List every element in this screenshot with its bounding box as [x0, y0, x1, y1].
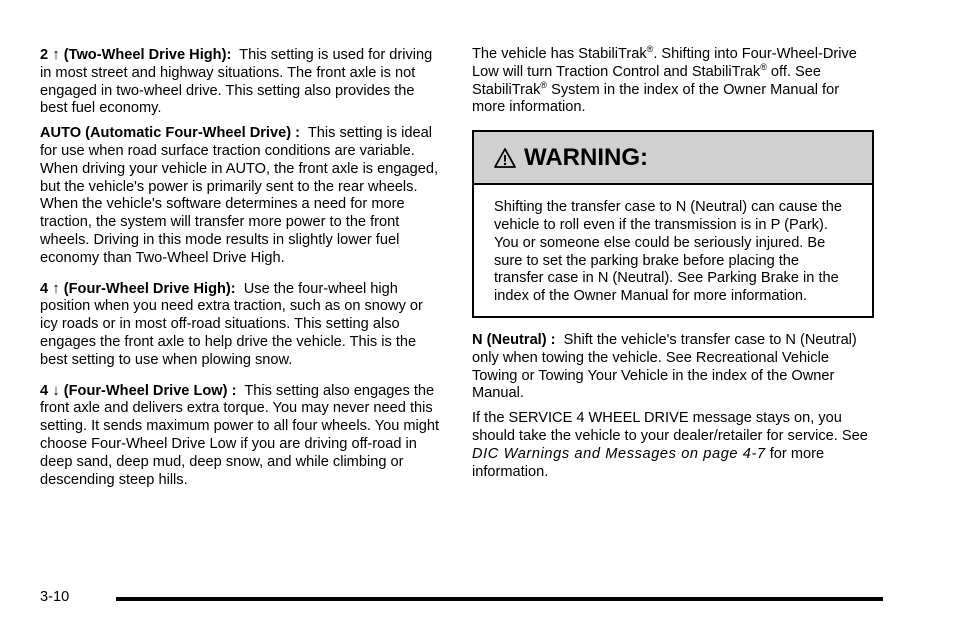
- intro-text-4: System in the index of the Owner Manual for more information.: [472, 81, 840, 116]
- service-tail: for more information.: [472, 445, 825, 480]
- mode-term: (Two-Wheel Drive High):: [63, 47, 232, 63]
- warning-box: [472, 130, 874, 318]
- mode-term: (Four-Wheel Drive High):: [63, 280, 236, 297]
- intro-text-3: off. See StabiliTrak: [472, 63, 821, 98]
- registered-mark: ®: [646, 44, 654, 55]
- service-text: If the SERVICE 4 WHEEL DRIVE message stays on, you should take the vehicle to your dealer/retailer for service. See: [472, 410, 868, 444]
- four-wheel-high-paragraph: [40, 280, 442, 370]
- arrow-up-icon: ↑: [52, 279, 60, 297]
- two-wheel-high-paragraph: [40, 46, 442, 118]
- page-number: 3-10: [40, 589, 70, 605]
- mode-prefix: 2: [40, 47, 49, 63]
- right-column: [472, 46, 874, 488]
- arrow-up-icon: ↑: [52, 46, 60, 63]
- mode-term: (Four-Wheel Drive Low) :: [63, 382, 237, 399]
- mode-description: This setting is used for driving in most street and highway situations. The front axle is not engaged in two-wheel drive. This setting also provides the best fuel economy.: [40, 47, 433, 117]
- mode-prefix: 4: [40, 280, 49, 297]
- left-column: [40, 46, 442, 496]
- registered-mark: ®: [760, 61, 767, 72]
- cross-reference: DIC Warnings and Messages on page 4-7: [472, 445, 766, 462]
- mode-description: This setting also engages the front axle and delivers extra torque. You may never need this setting. It sends maximum power to all four wheels. You might choose Four-Wheel Drive Low if you are driving off-road in deep sand, deep mud, deep snow, and while climbing or descending steep hills.: [40, 382, 440, 488]
- mode-prefix: 4: [40, 382, 49, 399]
- mode-term: AUTO (Automatic Four-Wheel Drive) :: [40, 125, 300, 142]
- mode-description: Shift the vehicle's transfer case to N (Neutral) only when towing the vehicle. See Recreational Vehicle Towing or Towing Your Vehicle in the index of the Owner Manual.: [472, 331, 857, 402]
- intro-text-2: . Shifting into Four-Wheel-Drive Low will turn Traction Control and StabiliTrak: [472, 46, 857, 80]
- warning-triangle-icon: [494, 147, 516, 169]
- intro-text-1: The vehicle has StabiliTrak: [472, 46, 647, 62]
- stabilitrak-paragraph: [472, 46, 874, 117]
- registered-mark: ®: [540, 79, 548, 90]
- mode-term: N (Neutral) :: [472, 331, 556, 348]
- arrow-down-icon: ↓: [52, 381, 60, 399]
- mode-description: This setting is ideal for use when road surface traction conditions are variable. When driving your vehicle in AUTO, the front axle is engaged, but the vehicle's power is primarily sent to the rear wheels. When the vehicle's software determines a need for more traction, the system will transfer more power to the front wheels. Driving in this mode results in slightly lower fuel economy than Two-Wheel Drive High.: [40, 125, 439, 266]
- four-wheel-low-paragraph: [40, 382, 442, 490]
- warning-title: WARNING:: [524, 143, 648, 171]
- service-paragraph: [472, 410, 874, 481]
- warning-header: [474, 132, 872, 185]
- auto-paragraph: [40, 125, 442, 267]
- neutral-paragraph: [472, 332, 874, 403]
- warning-body: Shifting the transfer case to N (Neutral) can cause the vehicle to roll even if the transmission is in P (Park). You or someone else could be seriously injured. Be sure to set the parking brake before placing the transfer case in N (Neutral). See Parking Brake in the index of the Owner Manual for more information.: [494, 199, 842, 305]
- footer-rule: [116, 597, 883, 601]
- mode-description: Use the four-wheel high position when you need extra traction, such as on snowy or icy roads or in most off-road situations. This setting also engages the front axle to help drive the vehicle. This is the best setting to use when plowing snow.: [40, 280, 423, 368]
